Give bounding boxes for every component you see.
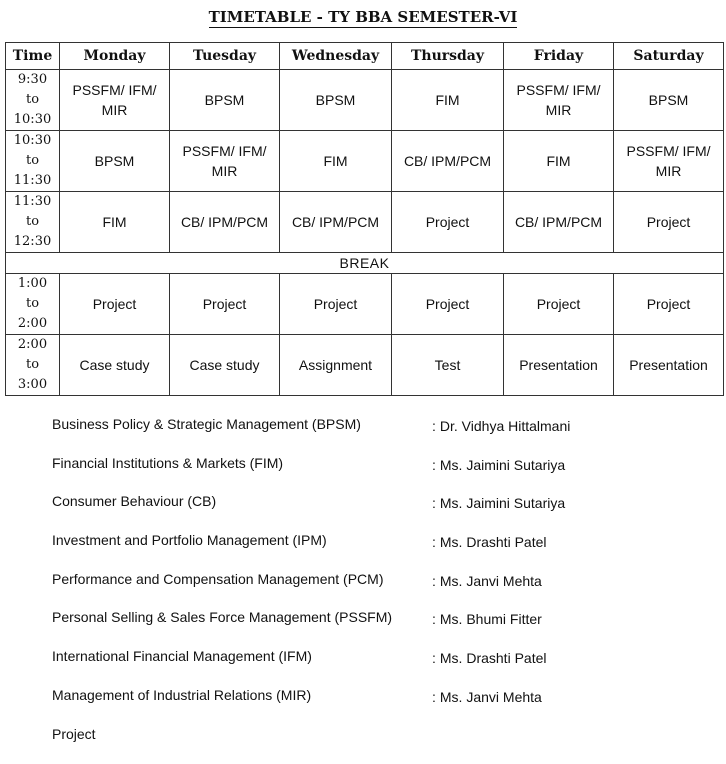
time-to: to — [26, 214, 39, 229]
faculty-name: : Ms. Jaimini Sutariya — [432, 495, 565, 511]
legend-row — [52, 648, 692, 687]
time-start: 11:30 — [14, 194, 51, 209]
title-text: TIMETABLE - TY BBA SEMESTER-VI — [209, 8, 518, 28]
break-row — [6, 253, 724, 274]
header-tuesday: Tuesday — [170, 43, 280, 70]
cell-monday: Case study — [60, 335, 170, 396]
time-to: to — [26, 153, 39, 168]
document-title — [0, 8, 726, 26]
cell-tuesday: Project — [170, 274, 280, 335]
cell-monday: BPSM — [60, 131, 170, 192]
time-to: to — [26, 92, 39, 107]
time-to: to — [26, 357, 39, 372]
cell-monday: PSSFM/ IFM/ MIR — [60, 70, 170, 131]
course-name: Consumer Behaviour (CB) — [52, 493, 216, 509]
time-cell — [6, 335, 60, 396]
course-name: Business Policy & Strategic Management (BPSM) — [52, 416, 361, 432]
time-start: 1:00 — [18, 276, 47, 291]
cell-friday: PSSFM/ IFM/ MIR — [504, 70, 614, 131]
time-start: 10:30 — [14, 133, 51, 148]
faculty-text: Ms. Janvi Mehta — [440, 573, 542, 589]
cell-friday: Project — [504, 274, 614, 335]
cell-tuesday: CB/ IPM/PCM — [170, 192, 280, 253]
faculty-text: Ms. Jaimini Sutariya — [440, 457, 565, 473]
table-row — [6, 131, 724, 192]
faculty-name: : Ms. Janvi Mehta — [432, 573, 542, 589]
header-time: Time — [6, 43, 60, 70]
header-wednesday: Wednesday — [280, 43, 392, 70]
legend-row — [52, 726, 692, 764]
legend-row — [52, 687, 692, 726]
cell-wednesday: CB/ IPM/PCM — [280, 192, 392, 253]
cell-friday: Presentation — [504, 335, 614, 396]
faculty-name: : Dr. Vidhya Hittalmani — [432, 418, 570, 434]
faculty-text: Ms. Jaimini Sutariya — [440, 495, 565, 511]
cell-tuesday: Case study — [170, 335, 280, 396]
faculty-name: : Ms. Drashti Patel — [432, 650, 546, 666]
legend-row — [52, 455, 692, 494]
table-row — [6, 335, 724, 396]
header-friday: Friday — [504, 43, 614, 70]
time-end: 2:00 — [18, 316, 47, 331]
cell-wednesday: FIM — [280, 131, 392, 192]
cell-tuesday: BPSM — [170, 70, 280, 131]
faculty-name: : Ms. Jaimini Sutariya — [432, 457, 565, 473]
time-start: 2:00 — [18, 337, 47, 352]
faculty-name: : Ms. Janvi Mehta — [432, 689, 542, 705]
cell-monday: Project — [60, 274, 170, 335]
course-faculty-legend — [52, 416, 692, 764]
cell-saturday: Project — [614, 192, 724, 253]
faculty-text: Ms. Bhumi Fitter — [440, 611, 542, 627]
legend-row — [52, 532, 692, 571]
legend-row — [52, 493, 692, 532]
cell-thursday: CB/ IPM/PCM — [392, 131, 504, 192]
time-end: 11:30 — [14, 173, 51, 188]
time-cell — [6, 131, 60, 192]
cell-thursday: Project — [392, 192, 504, 253]
faculty-name: : Ms. Drashti Patel — [432, 534, 546, 550]
faculty-name: : Ms. Bhumi Fitter — [432, 611, 542, 627]
course-name: Project — [52, 726, 96, 742]
legend-row — [52, 416, 692, 455]
course-name: Performance and Compensation Management (PCM) — [52, 571, 384, 587]
cell-wednesday: Project — [280, 274, 392, 335]
course-name: Investment and Portfolio Management (IPM) — [52, 532, 327, 548]
faculty-text: Ms. Drashti Patel — [440, 650, 547, 666]
time-cell — [6, 192, 60, 253]
time-end: 3:00 — [18, 377, 47, 392]
cell-friday: CB/ IPM/PCM — [504, 192, 614, 253]
faculty-text: Dr. Vidhya Hittalmani — [440, 418, 570, 434]
cell-tuesday: PSSFM/ IFM/ MIR — [170, 131, 280, 192]
cell-thursday: Test — [392, 335, 504, 396]
header-thursday: Thursday — [392, 43, 504, 70]
header-saturday: Saturday — [614, 43, 724, 70]
table-row — [6, 192, 724, 253]
table-row — [6, 274, 724, 335]
cell-saturday: PSSFM/ IFM/ MIR — [614, 131, 724, 192]
time-end: 10:30 — [14, 112, 51, 127]
time-cell — [6, 70, 60, 131]
course-name: Management of Industrial Relations (MIR) — [52, 687, 311, 703]
cell-saturday: Project — [614, 274, 724, 335]
time-cell — [6, 274, 60, 335]
header-row — [6, 43, 724, 70]
course-name: Financial Institutions & Markets (FIM) — [52, 455, 283, 471]
legend-row — [52, 571, 692, 610]
time-to: to — [26, 296, 39, 311]
cell-saturday: Presentation — [614, 335, 724, 396]
faculty-text: Ms. Drashti Patel — [440, 534, 547, 550]
time-end: 12:30 — [14, 234, 51, 249]
cell-thursday: FIM — [392, 70, 504, 131]
legend-row — [52, 609, 692, 648]
timetable — [5, 42, 724, 396]
cell-wednesday: Assignment — [280, 335, 392, 396]
cell-monday: FIM — [60, 192, 170, 253]
faculty-text: Ms. Janvi Mehta — [440, 689, 542, 705]
course-name: Personal Selling & Sales Force Management (PSSFM) — [52, 609, 392, 625]
header-monday: Monday — [60, 43, 170, 70]
time-start: 9:30 — [18, 72, 47, 87]
table-row — [6, 70, 724, 131]
cell-saturday: BPSM — [614, 70, 724, 131]
cell-thursday: Project — [392, 274, 504, 335]
course-name: International Financial Management (IFM) — [52, 648, 312, 664]
cell-friday: FIM — [504, 131, 614, 192]
break-label: BREAK — [6, 253, 724, 274]
cell-wednesday: BPSM — [280, 70, 392, 131]
